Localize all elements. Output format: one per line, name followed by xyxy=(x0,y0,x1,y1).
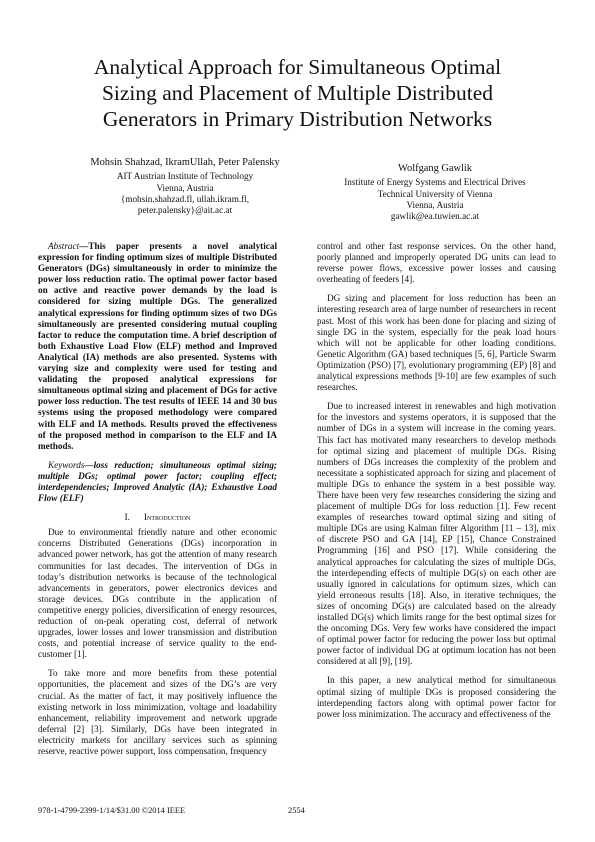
left-column xyxy=(38,241,277,765)
page-number: 2554 xyxy=(288,806,305,815)
affiliation-line: gawlik@ea.tuwien.ac.at xyxy=(390,211,480,222)
abstract-lead: Abstract xyxy=(48,241,80,251)
abstract-body: —This paper presents a novel analytical expression for finding optimum sizes of multiple Distributed Generators (DGs) simultaneously in order to minimize the power loss reduction ratio. The optimal power factor based on active and reactive power demands by the load is considered for sizing multiple DGs. The generalized analytical expressions for finding optimum sizes of two DGs simultaneously are presented considering mutual coupling factor to reduce the computation time. A brief description of both Exhaustive Load Flow (ELF) method and Improved Analytical (IA) methods are also presented. Systems with varying size and complexity were used for testing and validating the proposed analytical expressions for simultaneous optimal sizing and placement of DGs for active power loss reduction. The test results of IEEE 14 and 30 bus systems using the proposed methodology were compared with ELF and IA methods. Results proved the effectiveness of the proposed method in comparison to the ELF and IA methods. xyxy=(38,241,277,451)
keywords-lead: Keywords xyxy=(48,459,85,470)
affiliation-line: Technical University of Vienna xyxy=(377,188,493,199)
body-paragraph: DG sizing and placement for loss reduction has been an interesting research area of large number of researchers in recent past. Most of this work has been done for placing and sizing of single DG in the system, especially for the peak load hours which will not be applicable for other loading conditions. Genetic Algorithm (GA) based techniques [5, 6], Particle Swarm Optimization (PSO) [7], evolutionary programming (EP) [8] and analytical expressions methods [9-10] are few examples of such researches. xyxy=(317,293,556,393)
body-paragraph: control and other fast response services. On the other hand, poorly planned and improperly operated DG units can lead to reverse power flows, excessive power losses and causing overheating of feeders [4]. xyxy=(317,241,556,285)
section-title: Introduction xyxy=(143,512,191,523)
body-paragraph: Due to increased interest in renewables and high motivation for the investors and systems operators, it is supposed that the number of DGs in a system will increase in the coming years. This fact has motivated many researchers to develop methods for optimal sizing and placement of multiple DGs. Rising numbers of DGs increases the complexity of the problem and necessitate a sophisticated approach for sizing and placement of multiple DGs to enhance the system in a best possible way. There have been very few researches considering the sizing and placement of multiple DGs for loss reduction [1]. Few recent examples of researches toward optimal sizing and siting of multiple DGs are using Kalman filter Algorithm [11 – 13], mix of discrete PSO and GA [14], EP [15], Chance Constrained Programming [16] and PSO [17]. While considering the analytical approaches for calculating the sizes of multiple DGs, the interdepending effects of multiple DG(s) on each other are usually ignored in calculations for optimum sizes, which can yield erroneous results [18]. Also, in iterative techniques, the sizes of oncoming DG(s) are calculated based on the already installed DG(s) which limits range for the best optimal sizes for the oncoming DGs. Very few works have considered the impact of optimal power factor for reducing the power loss but optimal power factor of individual DG at optimum location has not been considered at all [9], [19]. xyxy=(317,401,556,667)
affiliation-line: AIT Austrian Institute of Technology xyxy=(116,171,254,182)
title-line: Analytical Approach for Simultaneous Optimal xyxy=(93,55,502,79)
body-paragraph: In this paper, a new analytical method for simultaneous optimal sizing of multiple DGs is proposed considering the interdepending factors along with optimal power factor for power loss minimization. The accuracy and effectiveness of the xyxy=(317,675,556,719)
paper-title xyxy=(40,54,555,132)
section-number: I. xyxy=(124,512,130,523)
author-names: Mohsin Shahzad, IkramUllah, Peter Palensky xyxy=(90,157,280,168)
affiliation-line: Institute of Energy Systems and Electrical Drives xyxy=(344,177,526,188)
body-paragraph: To take more and more benefits from these potential opportunities, the placement and sizes of the DG’s are very crucial. As the matter of fact, it may positively influence the existing network in loss minimization, voltage and loadability enhancement, reliability improvement and network upgrade deferral [2] [3]. Similarly, DGs have been integrated in electricity markets for ancillary services such as spinning reserve, reactive power support, loss compensation, frequency xyxy=(38,668,277,757)
author-block-2 xyxy=(330,163,540,222)
title-line: Generators in Primary Distribution Networks xyxy=(102,107,493,131)
keywords xyxy=(38,460,277,504)
body-paragraph: Due to environmental friendly nature and other economic concerns Distributed Generations (DGs) incorporation in advanced power network, has got the attention of many research communities for last decades. The intervention of DGs in today’s distribution networks is because of the technological advancements in generators, power electronics devices and storage devices. DGs contribute in the application of competitive energy policies, diversification of energy resources, reduction of on-peak operating cost, deferral of network upgrades, lower losses and lower transmission and distribution costs, and potential increase of service quality to the end-customer [1]. xyxy=(38,527,277,660)
author-names: Wolfgang Gawlik xyxy=(398,163,472,174)
affiliation-line: Vienna, Austria xyxy=(156,182,214,193)
section-heading xyxy=(38,512,277,523)
footer-isbn: 978-1-4799-2399-1/14/$31.00 ©2014 IEEE xyxy=(38,806,186,815)
author-block-1 xyxy=(70,157,300,216)
keywords-body: —loss reduction; simultaneous optimal sizing; multiple DGs; optimal power factor; coupling effect; interdependencies; Improved Analytic (IA); Exhaustive Load Flow (ELF) xyxy=(38,459,277,504)
affiliation-line: peter.palensky}@ait.ac.at xyxy=(137,205,233,216)
right-column xyxy=(317,241,556,728)
affiliation-line: {mohsin.shahzad.fl, ullah.ikram.fl, xyxy=(120,193,250,204)
abstract xyxy=(38,241,277,452)
affiliation-line: Vienna, Austria xyxy=(406,199,464,210)
title-line: Sizing and Placement of Multiple Distributed xyxy=(101,81,494,105)
